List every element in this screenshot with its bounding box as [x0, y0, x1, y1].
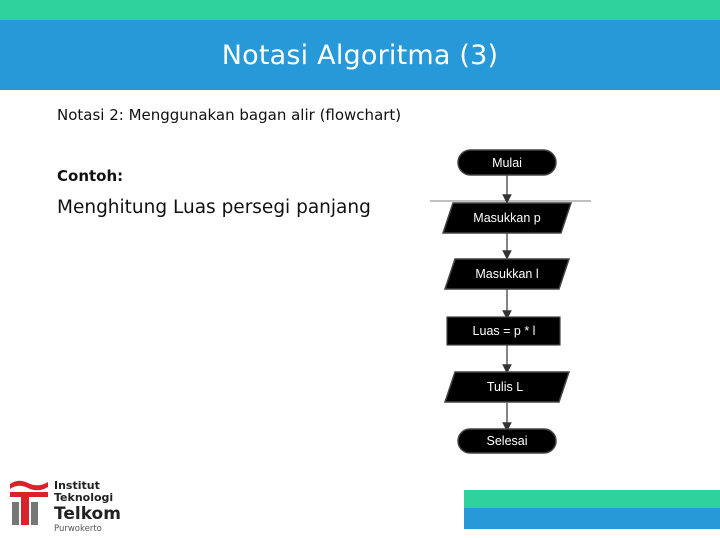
start-terminator: [458, 150, 556, 175]
input-p-box: [443, 203, 571, 233]
start-label: Mulai: [492, 156, 522, 170]
input-p-label: Masukkan p: [473, 211, 541, 225]
corner-accent-green: [464, 490, 720, 508]
end-terminator: [458, 429, 556, 453]
example-label: Contoh:: [57, 167, 124, 185]
flowchart: [425, 145, 595, 460]
logo-line-4: Purwokerto: [54, 524, 102, 534]
institution-logo-text: [54, 480, 121, 534]
telkom-logo-icon: [8, 478, 50, 528]
process-box: [447, 317, 560, 345]
logo-line-3: Telkom: [54, 504, 121, 524]
corner-accent-blue: [464, 508, 720, 529]
slide-title: Notasi Algoritma (3): [221, 39, 499, 71]
output-label: Tulis L: [486, 380, 524, 394]
input-l-box: [445, 259, 569, 289]
top-accent-strip: [0, 0, 720, 20]
input-l-label: Masukkan l: [475, 267, 539, 281]
end-label: Selesai: [486, 434, 528, 448]
process-label: Luas = p * l: [472, 324, 536, 338]
example-text: Menghitung Luas persegi panjang: [57, 197, 371, 218]
output-box: [445, 372, 569, 402]
slide-subtitle: Notasi 2: Menggunakan bagan alir (flowchart): [57, 106, 402, 124]
title-bar: [0, 20, 720, 90]
logo-line-1: Institut: [54, 479, 100, 492]
logo-line-2: Teknologi: [54, 491, 114, 504]
